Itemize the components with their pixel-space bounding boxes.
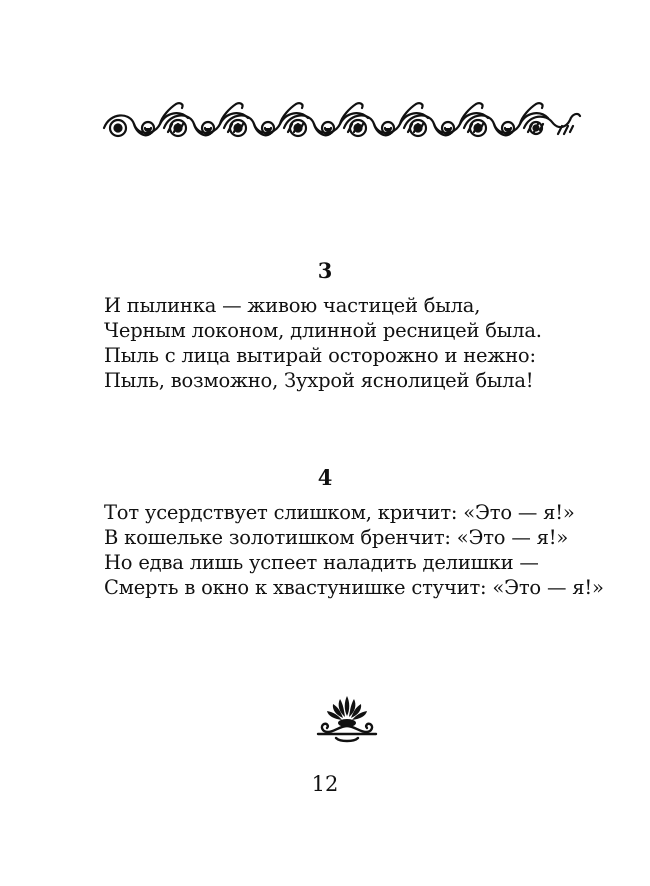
stanza [104,293,624,393]
stanza [104,500,624,600]
palmette-icon [314,692,380,744]
verse-line: Пыль, возможно, Зухрой яснолицей была! [104,369,534,392]
verse-line: И пылинка — живою частицей была, [104,294,481,317]
stanza-number: 3 [317,258,333,283]
verse-line: Смерть в окно к хвастунишке стучит: «Это — я!» [104,576,604,599]
stanza-number: 4 [317,465,333,490]
scroll-border-icon [100,98,582,148]
verse-line: Тот усердствует слишком, кричит: «Это — я!» [104,501,575,524]
verse-line: Но едва лишь успеет наладить делишки — [104,551,539,574]
verse-line: Черным локоном, длинной ресницей была. [104,319,542,342]
page-number: 12 [311,772,339,796]
verse-line: В кошельке золотишком бренчит: «Это — я!» [104,526,569,549]
verse-line: Пыль с лица вытирай осторожно и нежно: [104,344,536,367]
